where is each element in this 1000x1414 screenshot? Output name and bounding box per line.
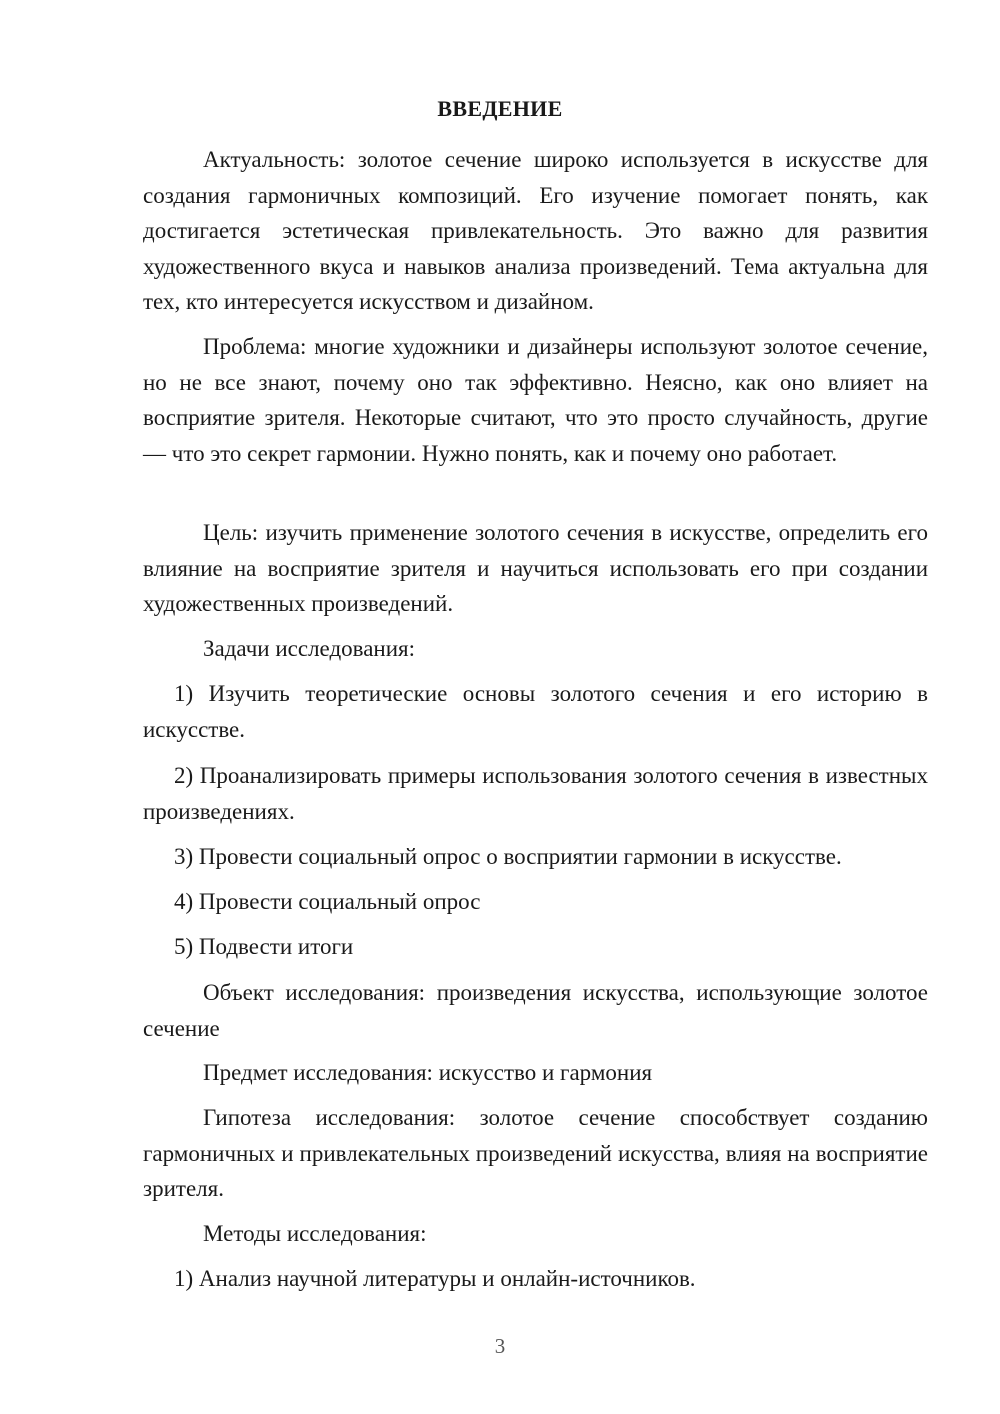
task-item: 3) Провести социальный опрос о восприятии гармонии в искусстве. — [174, 844, 842, 869]
task-item: 4) Провести социальный опрос — [174, 889, 481, 914]
tasks-title: Задачи исследования: — [203, 636, 416, 661]
task-item: 1) Изучить теоретические основы золотого сечения и его историю в искусстве. — [143, 681, 928, 742]
task-item: 5) Подвести итоги — [174, 934, 354, 959]
task-item: 2) Проанализировать примеры использования золотого сечения в известных произведениях. — [143, 763, 928, 824]
methods-title: Методы исследования: — [203, 1221, 427, 1246]
subject-paragraph: Предмет исследования: искусство и гармония — [203, 1060, 653, 1085]
hypothesis-paragraph: Гипотеза исследования: золотое сечение способствует созданию гармоничных и привлекательных произведений искусства, влияя на восприятие зрителя. — [143, 1105, 928, 1201]
object-paragraph: Объект исследования: произведения искусства, использующие золотое сечение — [143, 980, 928, 1041]
problem-paragraph: Проблема: многие художники и дизайнеры используют золотое сечение, но не все знают, почему оно так эффективно. Неясно, как оно влияет на восприятие зрителя. Некоторые считают, что это просто случайность, другие — что это секрет гармонии. Нужно понять, как и почему оно работает. — [143, 334, 928, 466]
method-item: 1) Анализ научной литературы и онлайн-источников. — [174, 1266, 696, 1291]
goal-paragraph: Цель: изучить применение золотого сечения в искусстве, определить его влияние на восприятие зрителя и научиться использовать его при создании художественных произведений. — [143, 520, 928, 616]
page-number: 3 — [494, 1334, 506, 1358]
section-heading: ВВЕДЕНИЕ — [437, 96, 563, 121]
relevance-paragraph: Актуальность: золотое сечение широко используется в искусстве для создания гармоничных композиций. Его изучение помогает понять, как достигается эстетическая привлекательность. Это важно для развития художественного вкуса и навыков анализа произведений. Тема актуальна для тех, кто интересуется искусством и дизайном. — [143, 147, 928, 314]
